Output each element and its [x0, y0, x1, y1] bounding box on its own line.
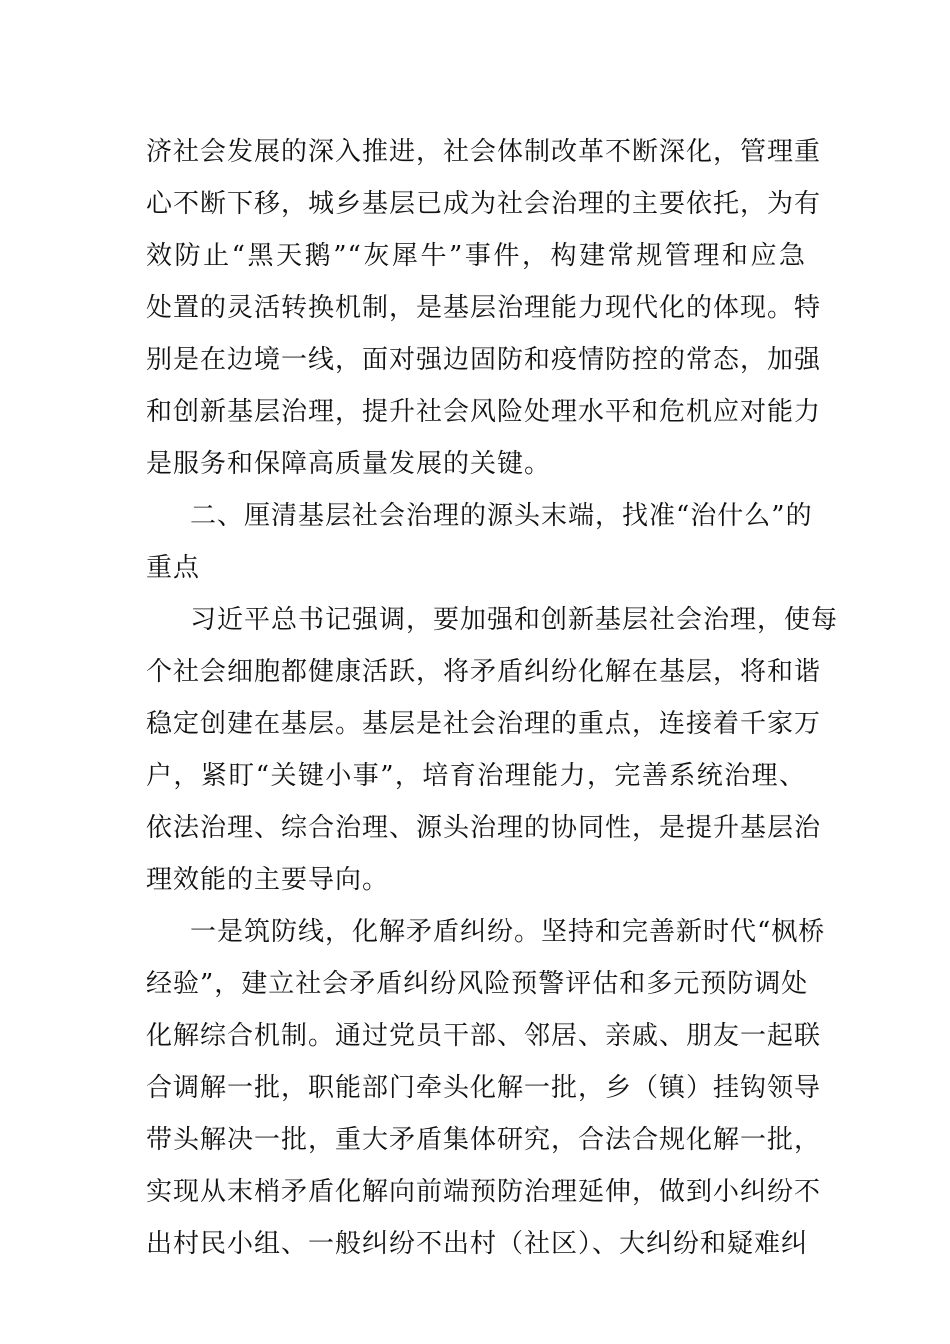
text-line: 是服务和保障高质量发展的关键。	[146, 449, 552, 479]
section-heading-line: 二、厘清基层社会治理的源头末端，找准“治什么”的	[190, 501, 813, 531]
text-line: 效防止“黑天鹅”“灰犀牛”事件，构建常规管理和应急	[146, 241, 806, 271]
text-line: 别是在边境一线，面对强边固防和疫情防控的常态，加强	[146, 345, 822, 375]
section-heading-line: 重点	[146, 553, 201, 583]
text-line: 出村民小组、一般纠纷不出村（社区）、大纠纷和疑难纠	[146, 1229, 809, 1259]
text-line: 化解综合机制。通过党员干部、邻居、亲戚、朋友一起联	[146, 1021, 822, 1051]
text-line: 经验”，建立社会矛盾纠纷风险预警评估和多元预防调处	[146, 969, 809, 999]
text-line: 个社会细胞都健康活跃，将矛盾纠纷化解在基层，将和谐	[146, 657, 822, 687]
text-line: 带头解决一批，重大矛盾集体研究，合法合规化解一批，	[146, 1125, 822, 1155]
text-line: 依法治理、综合治理、源头治理的协同性，是提升基层治	[146, 813, 822, 843]
text-line: 合调解一批，职能部门牵头化解一批，乡（镇）挂钩领导	[146, 1073, 822, 1103]
text-line: 和创新基层治理，提升社会风险处理水平和危机应对能力	[146, 397, 822, 427]
text-line: 一是筑防线，化解矛盾纠纷。坚持和完善新时代“枫桥	[190, 917, 826, 947]
text-line: 济社会发展的深入推进，社会体制改革不断深化，管理重	[146, 137, 822, 167]
text-line: 处置的灵活转换机制，是基层治理能力现代化的体现。特	[146, 293, 822, 323]
text-line: 心不断下移，城乡基层已成为社会治理的主要依托，为有	[146, 189, 822, 219]
text-line: 实现从末梢矛盾化解向前端预防治理延伸，做到小纠纷不	[146, 1177, 822, 1207]
text-line: 户，紧盯“关键小事”，培育治理能力，完善系统治理、	[146, 761, 806, 791]
text-line: 习近平总书记强调，要加强和创新基层社会治理，使每	[190, 605, 839, 635]
text-line: 理效能的主要导向。	[146, 865, 390, 895]
text-line: 稳定创建在基层。基层是社会治理的重点，连接着千家万	[146, 709, 822, 739]
